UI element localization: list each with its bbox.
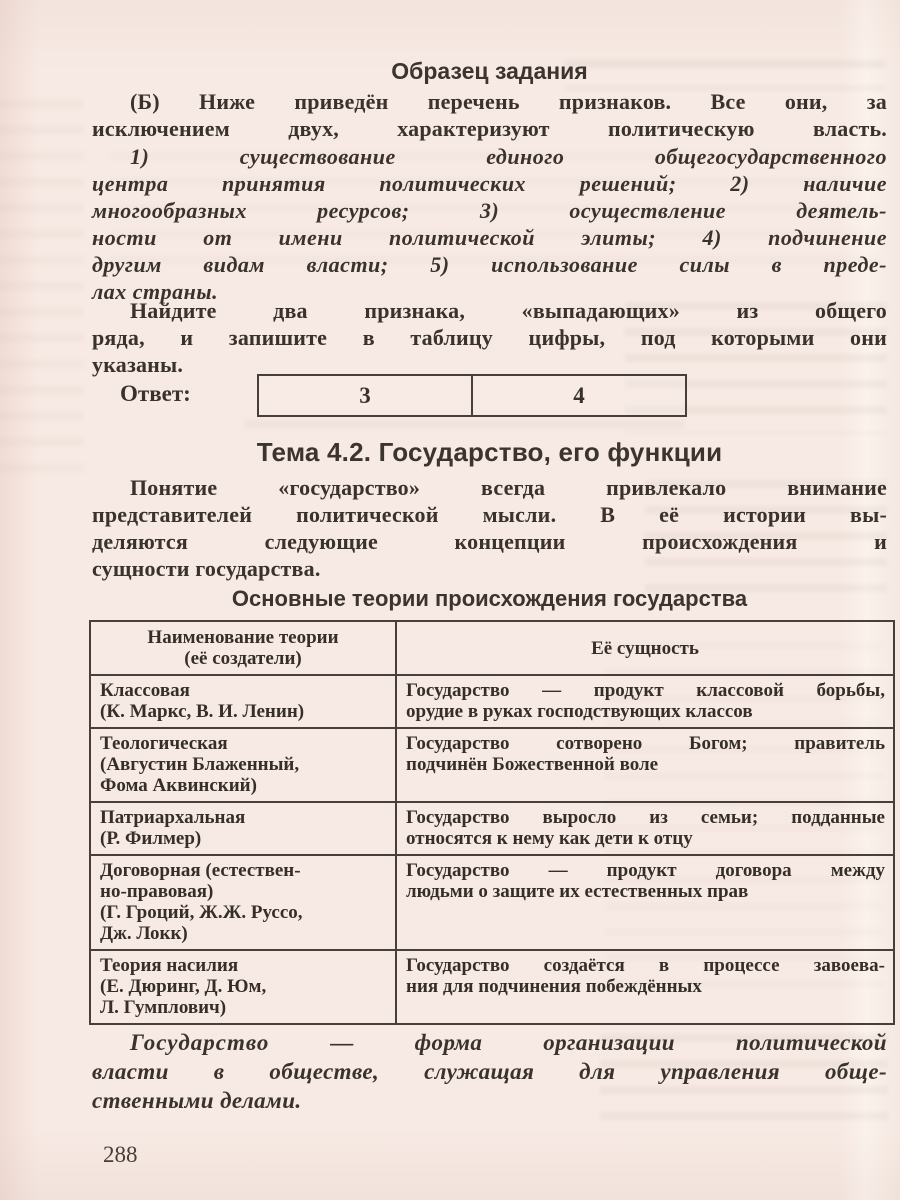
answer-box (257, 374, 687, 417)
table-title: Основные теории происхождения государства (231, 586, 748, 611)
task-instruction-line: Найдите два признака, «выпадающих» из общего (130, 298, 887, 323)
answer-label: Ответ: (120, 381, 191, 406)
theory-essence-line: Государство — продукт договора между (406, 860, 885, 881)
theory-name-line: Л. Гумплович) (100, 997, 227, 1018)
theory-essence-cell (396, 855, 894, 950)
theory-essence-line: орудие в руках господствующих классов (406, 701, 753, 722)
task-feature-line: центра принятия политических решений; 2) наличие (92, 171, 887, 196)
task-instruction-line: ряда, и запишите в таблицу цифры, под которыми они (92, 325, 887, 350)
theory-name-cell (90, 728, 396, 802)
theory-name-line: (Р. Филмер) (100, 828, 202, 849)
theory-name-line: (Г. Гроций, Ж.Ж. Руссо, (100, 902, 303, 923)
topic-intro-paragraph (92, 474, 887, 582)
definition-line: власти в обществе, служащая для управления обще- (92, 1059, 887, 1084)
topic-heading: Тема 4.2. Государство, его функции (256, 437, 723, 467)
task-intro-line: исключением двух, характеризуют политическую власть. (92, 116, 887, 141)
task-feature-line: другим видам власти; 5) использование силы в преде- (92, 252, 887, 277)
theory-essence-cell (396, 950, 894, 1024)
table-header-row (90, 621, 894, 675)
task-instruction-line: указаны. (92, 352, 184, 377)
answer-cell-1: 3 (359, 382, 371, 408)
state-definition (92, 1028, 887, 1115)
topic-intro-line: сущности государства. (92, 556, 321, 581)
theory-essence-cell (396, 802, 894, 855)
theory-name-line: Договорная (естествен- (100, 860, 301, 881)
task-feature-line: ности от имени политической элиты; 4) подчинение (92, 225, 887, 250)
topic-intro-line: деляются следующие концепции происхождения и (92, 529, 887, 554)
bleed-through-ghost (0, 100, 84, 480)
theory-name-line: но-правовая) (100, 881, 214, 902)
header-line: Наименование теории (147, 627, 339, 648)
task-instruction-paragraph (92, 297, 887, 378)
task-feature-line: 1) существование единого общегосударственного (130, 144, 887, 169)
table-row (90, 728, 894, 802)
theories-table (89, 620, 895, 1025)
theory-name-cell (90, 950, 396, 1024)
definition-line-rest: — форма организации политической (269, 1030, 887, 1055)
theory-name-cell (90, 802, 396, 855)
theory-name-line: (Августин Блаженный, (100, 754, 300, 775)
theory-essence-cell (396, 728, 894, 802)
table-row (90, 950, 894, 1024)
theory-essence-line: Государство — продукт классовой борьбы, (406, 680, 885, 701)
definition-line (92, 1028, 887, 1057)
definition-term: Государство (130, 1030, 270, 1055)
theory-name-cell (90, 855, 396, 950)
header-theory-name (90, 621, 396, 675)
theory-essence-line: ния для подчинения побеждённых (406, 976, 702, 997)
task-intro-paragraph (92, 88, 887, 142)
task-feature-line: многообразных ресурсов; 3) осуществление деятель- (92, 198, 887, 223)
theory-essence-line: людьми о защите их естественных прав (406, 881, 749, 902)
topic-intro-line: представителей политической мысли. В её истории вы- (92, 502, 887, 527)
topic-intro-line: Понятие «государство» всегда привлекало внимание (130, 475, 887, 500)
theory-name-line: Теологическая (100, 733, 228, 754)
theory-name-line: Теория насилия (100, 955, 239, 976)
answer-cell-2: 4 (471, 376, 685, 415)
sample-task-heading: Образец задания (391, 58, 588, 84)
page-number: 288 (103, 1142, 138, 1167)
task-feature-line: лах страны. (92, 279, 219, 304)
header-line: (её создатели) (184, 648, 302, 669)
theory-name-line: (К. Маркс, В. И. Ленин) (100, 701, 305, 722)
task-features-list (92, 143, 887, 305)
theory-essence-line: подчинён Божественной воле (406, 754, 659, 775)
theory-essence-line: Государство сотворено Богом; правитель (406, 733, 885, 754)
theory-name-line: (Е. Дюринг, Д. Юм, (100, 976, 267, 997)
header-essence: Её сущность (396, 621, 894, 675)
theory-essence-line: Государство выросло из семьи; подданные (406, 807, 885, 828)
theory-name-line: Дж. Локк) (100, 923, 188, 944)
theory-essence-line: Государство создаётся в процессе завоева- (406, 955, 885, 976)
table-row (90, 802, 894, 855)
theory-name-line: Патриархальная (100, 807, 246, 828)
task-intro-line: (Б) Ниже приведён перечень признаков. Все они, за (130, 89, 887, 114)
table-row (90, 855, 894, 950)
table-row (90, 675, 894, 728)
theory-essence-line: относятся к нему как дети к отцу (406, 828, 693, 849)
theory-name-line: Фома Аквинский) (100, 775, 257, 796)
definition-line: ственными делами. (92, 1088, 302, 1113)
theory-name-line: Классовая (100, 680, 190, 701)
theory-essence-cell (396, 675, 894, 728)
theory-name-cell (90, 675, 396, 728)
